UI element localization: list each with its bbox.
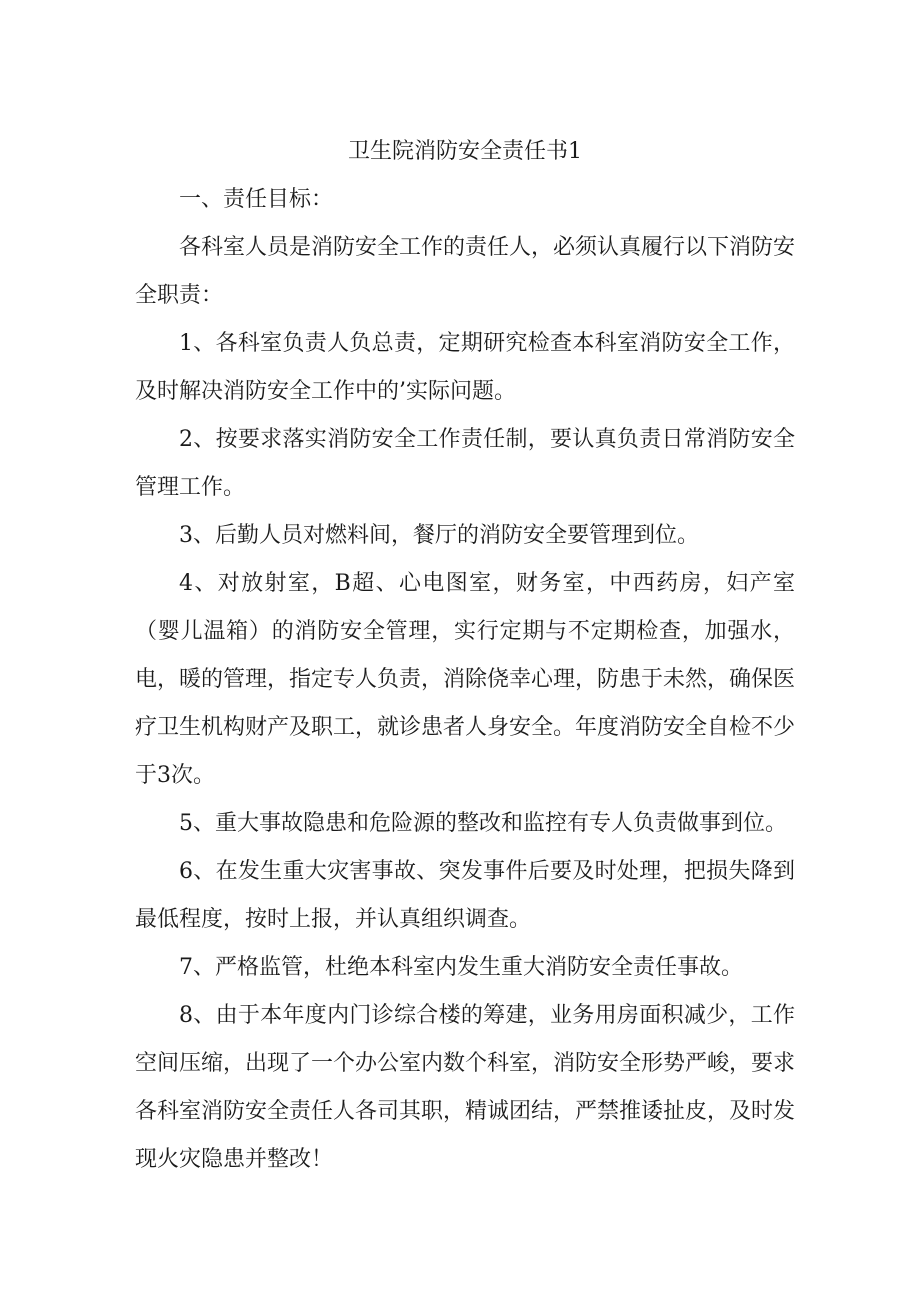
clause-7: 7、严格监管，杜绝本科室内发生重大消防安全责任事故。 [179,955,743,980]
clause-8: 8、由于本年度内门诊综合楼的筹建，业务用房面积减少，工作空间压缩，出现了一个办公室内数个科室，消防安全形势严峻，要求各科室消防安全责任人各司其职，精诚团结，严禁推诿扯皮，及时发现火灾隐患并整改！ [135,1003,796,1172]
clause-3: 3、后勤人员对燃料间，餐厅的消防安全要管理到位。 [179,523,699,548]
clause-5: 5、重大事故隐患和危险源的整改和监控有专人负责做事到位。 [179,811,787,836]
document-body [135,128,795,1184]
clause-2: 2、按要求落实消防安全工作责任制，要认真负责日常消防安全管理工作。 [135,427,795,500]
section-heading-responsibility-goal: 一、责任目标： [179,187,334,212]
clause-6: 6、在发生重大灾害事故、突发事件后要及时处理，把损失降到最低程度，按时上报，并认真组织调查。 [135,859,795,932]
clause-1: 1、各科室负责人负总责，定期研究检查本科室消防安全工作，及时解决消防安全工作中的’实际问题。 [135,331,795,404]
clause-4: 4、对放射室，B超、心电图室，财务室，中西药房，妇产室（婴儿温箱）的消防安全管理，实行定期与不定期检查，加强水，电，暖的管理，指定专人负责，消除侥幸心理，防患于未然，确保医疗卫生机构财产及职工，就诊患者人身安全。年度消防安全自检不少于3次。 [135,571,796,788]
document-title: 卫生院消防安全责任书1 [348,139,582,164]
intro-paragraph: 各科室人员是消防安全工作的责任人，必须认真履行以下消防安全职责： [135,235,796,308]
